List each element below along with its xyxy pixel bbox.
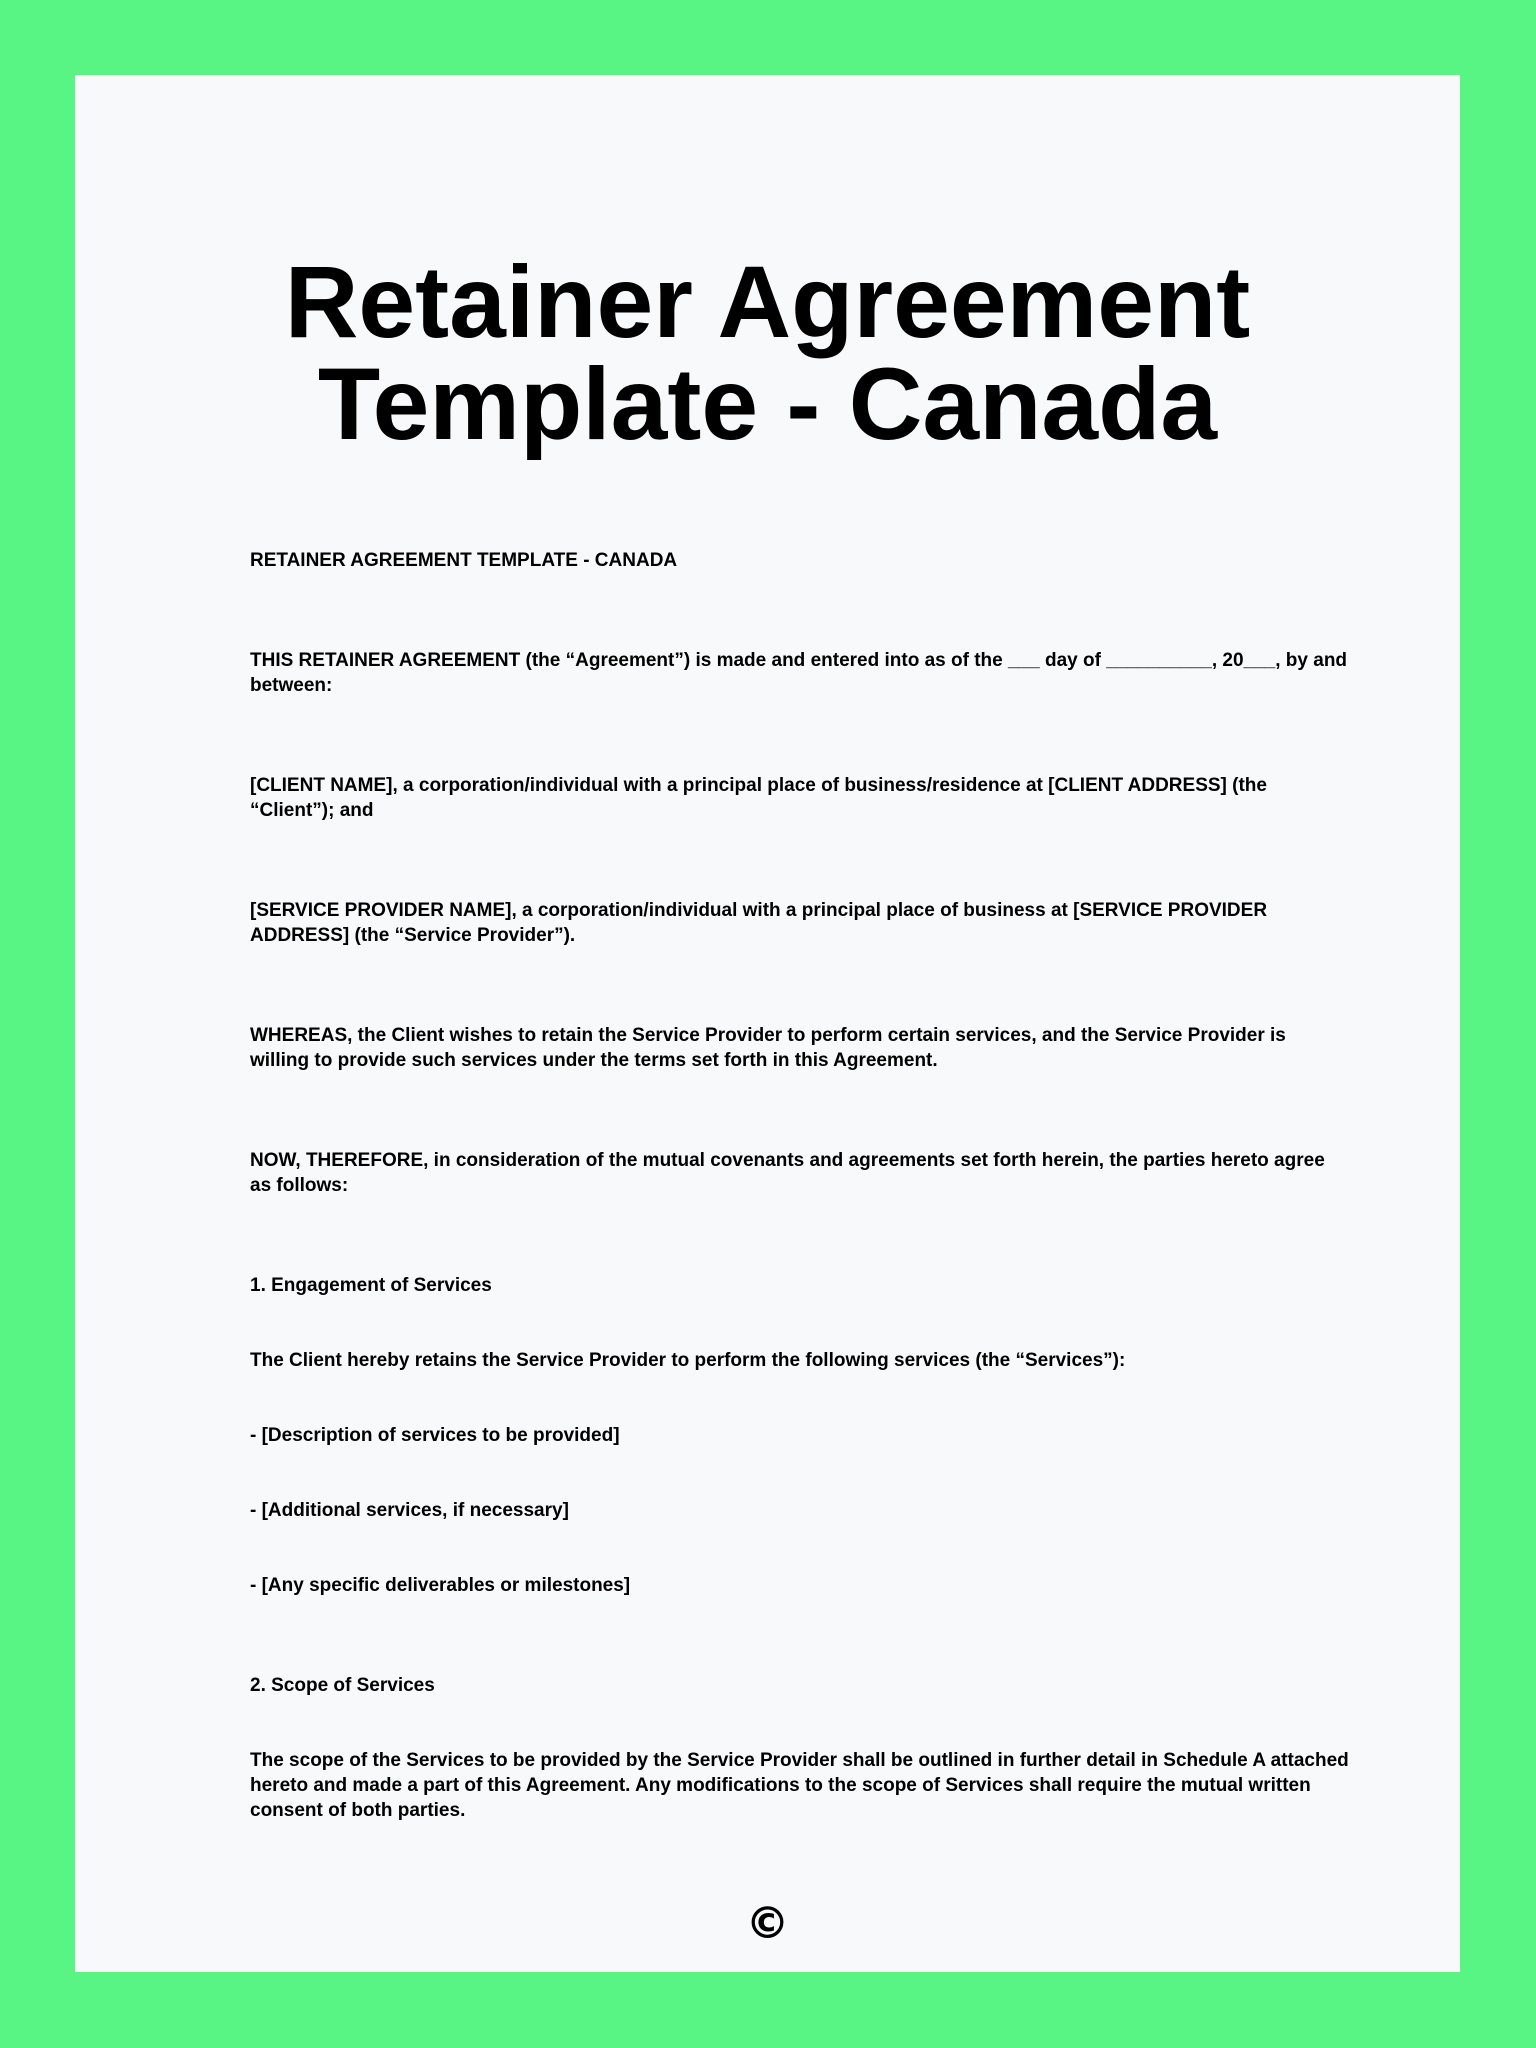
- title-line-1: Retainer Agreement: [284, 245, 1251, 359]
- document-title: [75, 245, 1460, 461]
- copyright-icon: ©: [745, 1898, 790, 1949]
- section-2-heading: 2. Scope of Services: [250, 1675, 435, 1696]
- document-page: [75, 75, 1460, 1972]
- bullet-item: - [Additional services, if necessary]: [250, 1500, 569, 1521]
- intro-paragraph: THIS RETAINER AGREEMENT (the “Agreement”) is made and entered into as of the ___ day of __________, 20___, by and between:: [250, 650, 1348, 696]
- bullet-item: - [Any specific deliverables or milestones]: [250, 1575, 631, 1596]
- whereas-paragraph: WHEREAS, the Client wishes to retain the Service Provider to perform certain services, and the Service Provider is willing to provide such services under the terms set forth in this Agreement.: [250, 1025, 1286, 1071]
- section-1-text: The Client hereby retains the Service Provider to perform the following services (the “Services”):: [250, 1350, 1126, 1371]
- agreement-heading: RETAINER AGREEMENT TEMPLATE - CANADA: [250, 550, 678, 571]
- section-2-text: The scope of the Services to be provided by the Service Provider shall be outlined in further detail in Schedule A attached hereto and made a part of this Agreement. Any modifications to the scope of Services shall require the mutual written consent of both parties.: [250, 1750, 1349, 1821]
- bullet-item: - [Description of services to be provided]: [250, 1425, 620, 1446]
- provider-party-paragraph: [SERVICE PROVIDER NAME], a corporation/individual with a principal place of business at [SERVICE PROVIDER ADDRESS] (the “Service Provider”).: [250, 900, 1268, 946]
- now-therefore-paragraph: NOW, THEREFORE, in consideration of the mutual covenants and agreements set forth herein, the parties hereto agree as follows:: [250, 1150, 1325, 1196]
- client-party-paragraph: [CLIENT NAME], a corporation/individual with a principal place of business/residence at [CLIENT ADDRESS] (the “Client”); and: [250, 775, 1267, 821]
- title-line-2: Template - Canada: [317, 347, 1218, 461]
- section-1-heading: 1. Engagement of Services: [250, 1275, 492, 1296]
